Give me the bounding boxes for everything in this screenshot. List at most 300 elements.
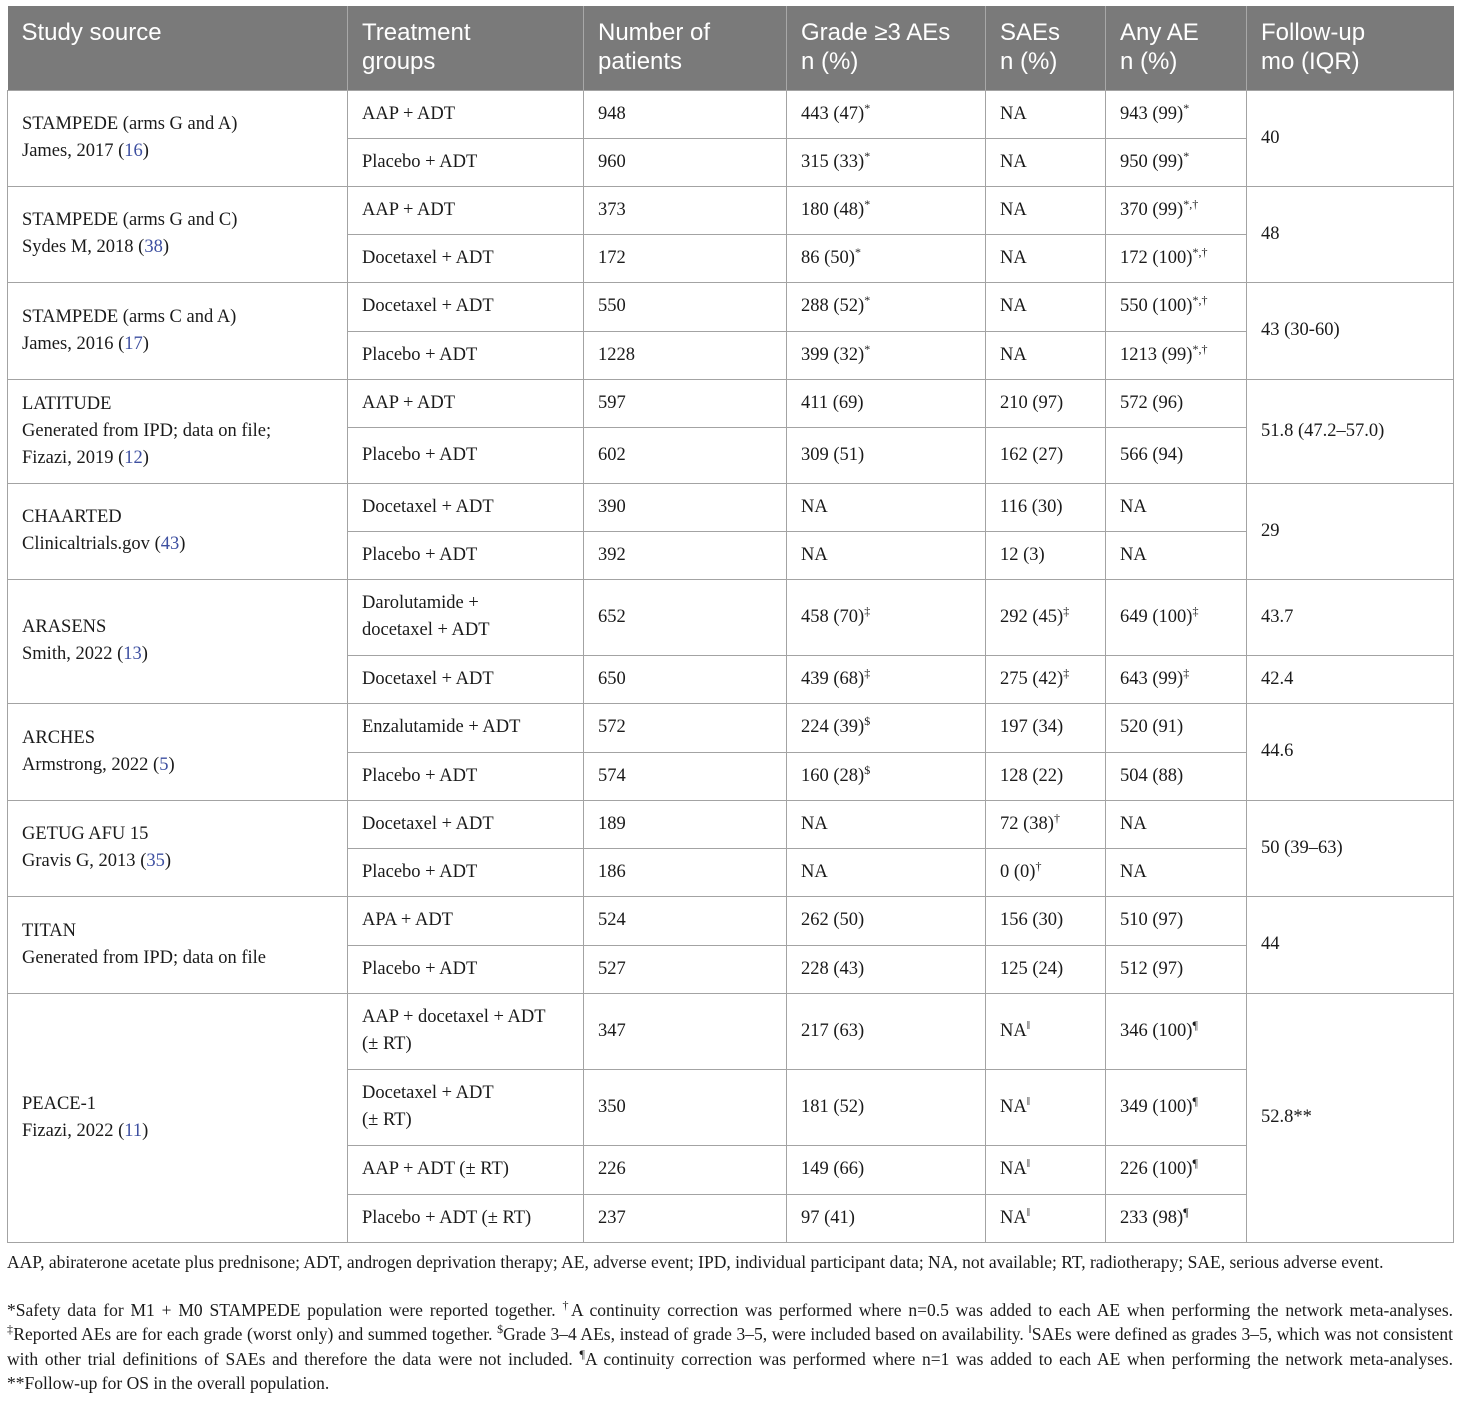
follow-up-cell (1247, 186, 1454, 282)
col-header-treatment-groups: Treatment groups (348, 6, 584, 90)
footnote-marker: ‡ (1063, 603, 1070, 618)
sae-cell (986, 848, 1106, 896)
grade3-ae-cell (787, 483, 986, 531)
any-ae-value: 233 (98) (1120, 1207, 1184, 1228)
treatment-group: Placebo + ADT (362, 544, 478, 565)
follow-up-cell (1247, 90, 1454, 186)
grade3-ae-value: 180 (48) (801, 199, 865, 220)
footnote-marker: ¶ (1183, 1204, 1189, 1219)
study-citation: James, 2016 (22, 333, 114, 354)
footnote-marker: ‡ (864, 603, 871, 618)
sae-cell (986, 90, 1106, 138)
any-ae-value: 370 (99) (1120, 199, 1184, 220)
study-source-line: Generated from IPD; data on file; (22, 420, 272, 441)
patients-cell (584, 752, 787, 800)
study-source-cell: STAMPEDE (arms G and A) James, 2017 (16) (8, 90, 348, 186)
footnote-marker: ‖ (1026, 1093, 1031, 1108)
footnote-marker: ‡ (1183, 665, 1190, 680)
any-ae-cell (1106, 655, 1247, 703)
treatment-group-cell (348, 1069, 584, 1145)
sae-value: NA (1000, 1020, 1027, 1041)
footnote-mark: ¶ (579, 1346, 585, 1361)
grade3-ae-cell (787, 427, 986, 483)
sae-value: 197 (34) (1000, 717, 1064, 737)
study-source-cell: ARASENS Smith, 2022 (13) (8, 579, 348, 703)
patients-cell (584, 579, 787, 655)
grade3-ae-value: 160 (28) (801, 765, 865, 786)
treatment-group-cell (348, 848, 584, 896)
sae-value: NA (1000, 1096, 1027, 1117)
grade3-ae-value: 149 (66) (801, 1159, 865, 1179)
any-ae-cell (1106, 483, 1247, 531)
follow-up-value: 43 (30-60) (1261, 320, 1340, 340)
grade3-ae-value: 458 (70) (801, 606, 865, 627)
study-source-cell: PEACE-1 Fizazi, 2022 (11) (8, 993, 348, 1242)
footnote-marker: * (864, 100, 871, 115)
treatment-group-cell (348, 579, 584, 655)
reference-link[interactable]: 17 (124, 333, 143, 354)
patients-count: 1228 (598, 344, 635, 365)
footnote-mark: $ (497, 1322, 504, 1337)
patients-cell (584, 1069, 787, 1145)
treatment-group: AAP + ADT (362, 103, 456, 124)
sae-value: 0 (0) (1000, 861, 1036, 882)
patients-cell (584, 234, 787, 282)
any-ae-value: 550 (100) (1120, 296, 1193, 316)
treatment-group: Placebo + ADT (362, 861, 478, 882)
any-ae-value: 572 (96) (1120, 392, 1184, 413)
any-ae-value: NA (1120, 544, 1147, 565)
patients-cell (584, 1194, 787, 1242)
patients-cell (584, 655, 787, 703)
sae-value: NA (1000, 103, 1027, 124)
sae-cell (986, 703, 1106, 752)
sae-value: NA (1000, 1159, 1027, 1179)
table-row (8, 896, 1454, 945)
any-ae-cell (1106, 234, 1247, 282)
reference-link[interactable]: 13 (123, 644, 142, 664)
treatment-group-cell (348, 945, 584, 993)
footnote-text: A continuity correction was performed where n=0.5 was added to each AE when performing the network meta-analyses. (570, 1300, 1454, 1320)
grade3-ae-cell (787, 331, 986, 379)
grade3-ae-value: 181 (52) (801, 1096, 865, 1117)
study-name: STAMPEDE (arms G and A) (22, 114, 238, 134)
footnote-marker: * (854, 244, 861, 259)
study-name: PEACE-1 (22, 1093, 96, 1114)
follow-up-value: 40 (1261, 127, 1280, 148)
grade3-ae-cell (787, 1194, 986, 1242)
grade3-ae-cell (787, 379, 986, 427)
grade3-ae-cell (787, 848, 986, 896)
any-ae-value: 950 (99) (1120, 151, 1184, 172)
patients-count: 172 (598, 247, 626, 268)
follow-up-cell (1247, 379, 1454, 483)
grade3-ae-cell (787, 1069, 986, 1145)
follow-up-value: 51.8 (47.2–57.0) (1261, 420, 1385, 441)
study-citation: James, 2017 (22, 141, 114, 161)
sae-cell (986, 896, 1106, 945)
treatment-group-cell (348, 427, 584, 483)
sae-cell (986, 331, 1106, 379)
grade3-ae-value: NA (801, 861, 828, 882)
patients-cell (584, 331, 787, 379)
footnote-marker: ‖ (1026, 1017, 1031, 1032)
adverse-events-table (7, 6, 1454, 1243)
study-source-cell: GETUG AFU 15 Gravis G, 2013 (35) (8, 800, 348, 896)
table-row (8, 993, 1454, 1069)
sae-cell (986, 483, 1106, 531)
grade3-ae-cell (787, 703, 986, 752)
study-citation: Sydes M, 2018 (22, 237, 134, 257)
sae-value: NA (1000, 247, 1027, 268)
footnote-text: SAEs were defined as grades 3–5, which was not consistent with other trial definitions of SAEs and therefore the data were not included. (7, 1324, 1454, 1369)
treatment-group-cell (348, 531, 584, 579)
patients-cell (584, 427, 787, 483)
patients-count: 226 (598, 1159, 626, 1179)
treatment-group-cell (348, 138, 584, 186)
follow-up-cell (1247, 896, 1454, 993)
footnote-text: **Follow-up for OS in the overall population. (7, 1372, 330, 1393)
footnote-marker: † (1053, 810, 1060, 825)
any-ae-cell (1106, 531, 1247, 579)
patients-cell (584, 90, 787, 138)
study-name: GETUG AFU 15 (22, 824, 149, 844)
any-ae-value: 226 (100) (1120, 1159, 1193, 1179)
treatment-group-cell (348, 1194, 584, 1242)
grade3-ae-value: 399 (32) (801, 344, 865, 365)
any-ae-cell (1106, 703, 1247, 752)
patients-count: 960 (598, 151, 626, 172)
study-citation: Smith, 2022 (22, 644, 113, 664)
study-citation: Fizazi, 2019 (22, 447, 114, 468)
patients-count: 574 (598, 765, 626, 786)
patients-count: 347 (598, 1020, 626, 1041)
any-ae-cell (1106, 379, 1247, 427)
grade3-ae-value: 443 (47) (801, 103, 865, 124)
treatment-group-cell (348, 1145, 584, 1194)
footnote-marker: ‡ (864, 665, 871, 680)
any-ae-value: 520 (91) (1120, 717, 1184, 737)
patients-count: 390 (598, 496, 626, 517)
follow-up-cell (1247, 655, 1454, 703)
study-source-cell: LATITUDE Generated from IPD; data on file; Fizazi, 2019 (12) (8, 379, 348, 483)
patients-count: 524 (598, 910, 626, 930)
treatment-group: Docetaxel + ADT (362, 668, 494, 689)
patients-cell (584, 848, 787, 896)
sae-cell (986, 379, 1106, 427)
treatment-group-cell (348, 993, 584, 1069)
footnote-marker: ¶ (1192, 1093, 1198, 1108)
any-ae-value: 1213 (99) (1120, 344, 1193, 365)
treatment-group-cell (348, 655, 584, 703)
col-header-saes: SAEs n (%) (986, 6, 1106, 90)
any-ae-cell (1106, 427, 1247, 483)
study-name: TITAN (22, 920, 77, 941)
table-row (8, 379, 1454, 427)
follow-up-cell (1247, 483, 1454, 579)
col-header-follow-up: Follow-up mo (IQR) (1247, 6, 1454, 90)
treatment-group: AAP + ADT (± RT) (362, 1159, 509, 1179)
footnote-marker: * (864, 196, 871, 211)
header-row (8, 6, 1454, 90)
grade3-ae-cell (787, 90, 986, 138)
footnote-abbreviations: AAP, abiraterone acetate plus prednisone; ADT, androgen deprivation therapy; AE, adverse event; IPD, individual participant data; NA, not available; RT, radiotherapy; SAE, serious adverse event. (7, 1252, 1384, 1272)
follow-up-value: 44.6 (1261, 741, 1294, 761)
follow-up-cell (1247, 993, 1454, 1242)
reference-link[interactable]: 38 (144, 237, 163, 257)
footnote-marker: * (864, 292, 871, 307)
any-ae-value: NA (1120, 496, 1147, 517)
treatment-group: Docetaxel + ADT (362, 496, 494, 517)
grade3-ae-value: 309 (51) (801, 444, 865, 465)
any-ae-value: 566 (94) (1120, 444, 1184, 465)
reference-link[interactable]: 12 (124, 447, 143, 468)
patients-cell (584, 993, 787, 1069)
any-ae-value: 504 (88) (1120, 765, 1184, 786)
patients-cell (584, 282, 787, 331)
patients-cell (584, 945, 787, 993)
sae-cell (986, 993, 1106, 1069)
sae-value: 72 (38) (1000, 813, 1054, 834)
treatment-group: Placebo + ADT (362, 444, 478, 465)
table-row (8, 186, 1454, 234)
study-source-cell: STAMPEDE (arms G and C) Sydes M, 2018 (38) (8, 186, 348, 282)
table-body (8, 90, 1454, 1242)
grade3-ae-cell (787, 896, 986, 945)
sae-value: NA (1000, 151, 1027, 172)
treatment-group-cell (348, 896, 584, 945)
study-source-line: Generated from IPD; data on file (22, 947, 267, 968)
sae-value: 125 (24) (1000, 958, 1064, 979)
treatment-group-cell (348, 234, 584, 282)
patients-count: 373 (598, 199, 626, 220)
sae-value: 128 (22) (1000, 765, 1064, 786)
grade3-ae-cell (787, 945, 986, 993)
patients-cell (584, 531, 787, 579)
study-source-cell: CHAARTED Clinicaltrials.gov (43) (8, 483, 348, 579)
footnote-marker: ‖ (1026, 1155, 1031, 1170)
study-citation: Armstrong, 2022 (22, 754, 149, 775)
treatment-group: APA + ADT (362, 910, 453, 930)
treatment-group-cell (348, 282, 584, 331)
follow-up-cell (1247, 703, 1454, 800)
col-header-number-of-patients: Number of patients (584, 6, 787, 90)
grade3-ae-cell (787, 1145, 986, 1194)
reference-link[interactable]: 5 (159, 754, 169, 775)
any-ae-cell (1106, 1194, 1247, 1242)
any-ae-value: 943 (99) (1120, 103, 1184, 124)
any-ae-cell (1106, 800, 1247, 848)
follow-up-value: 50 (39–63) (1261, 837, 1343, 858)
treatment-group: AAP + docetaxel + ADT (± RT) (362, 1007, 546, 1054)
treatment-group: AAP + ADT (362, 199, 456, 220)
treatment-group-cell (348, 800, 584, 848)
reference-link[interactable]: 16 (124, 141, 143, 161)
sae-value: 275 (42) (1000, 668, 1064, 689)
patients-count: 237 (598, 1207, 626, 1228)
patients-count: 527 (598, 958, 626, 979)
grade3-ae-value: 224 (39) (801, 717, 865, 737)
patients-cell (584, 186, 787, 234)
footnote-marker: ‖ (1026, 1204, 1031, 1219)
treatment-group: Docetaxel + ADT (± RT) (362, 1083, 494, 1130)
footnote-marker: * (864, 148, 871, 163)
patients-count: 350 (598, 1096, 626, 1117)
footnote-marker: *,† (1183, 196, 1199, 211)
sae-cell (986, 531, 1106, 579)
any-ae-cell (1106, 282, 1247, 331)
footnote-marker: *,† (1192, 244, 1208, 259)
sae-cell (986, 1145, 1106, 1194)
follow-up-value: 48 (1261, 223, 1280, 244)
grade3-ae-value: NA (801, 496, 828, 517)
grade3-ae-value: 97 (41) (801, 1207, 855, 1228)
footnote-marker: ‡ (1063, 665, 1070, 680)
study-citation: Fizazi, 2022 (22, 1120, 114, 1141)
col-header-any-ae: Any AE n (%) (1106, 6, 1247, 90)
footnote-marker: ‡ (1192, 603, 1199, 618)
col-header-grade3-aes: Grade ≥3 AEs n (%) (787, 6, 986, 90)
patients-cell (584, 896, 787, 945)
sae-cell (986, 138, 1106, 186)
grade3-ae-cell (787, 752, 986, 800)
grade3-ae-value: 315 (33) (801, 151, 865, 172)
treatment-group: Placebo + ADT (362, 151, 478, 172)
patients-cell (584, 379, 787, 427)
table-row (8, 90, 1454, 138)
follow-up-value: 43.7 (1261, 606, 1294, 627)
any-ae-value: 649 (100) (1120, 606, 1193, 627)
follow-up-value: 52.8** (1261, 1107, 1312, 1127)
treatment-group: Enzalutamide + ADT (362, 717, 521, 737)
footnote-marker: ¶ (1192, 1155, 1198, 1170)
any-ae-cell (1106, 752, 1247, 800)
follow-up-value: 29 (1261, 520, 1280, 541)
col-header-study-source: Study source (8, 6, 348, 90)
patients-count: 186 (598, 861, 626, 882)
patients-count: 392 (598, 544, 626, 565)
reference-link[interactable]: 11 (124, 1120, 143, 1141)
sae-cell (986, 186, 1106, 234)
table-row (8, 800, 1454, 848)
sae-value: 12 (3) (1000, 544, 1045, 565)
grade3-ae-value: NA (801, 544, 828, 565)
footnote-marker: * (1183, 148, 1190, 163)
any-ae-cell (1106, 138, 1247, 186)
follow-up-value: 42.4 (1261, 668, 1294, 689)
study-name: ARASENS (22, 617, 107, 637)
treatment-group-cell (348, 186, 584, 234)
any-ae-cell (1106, 1069, 1247, 1145)
study-source-cell: ARCHES Armstrong, 2022 (5) (8, 703, 348, 800)
grade3-ae-cell (787, 993, 986, 1069)
study-name: LATITUDE (22, 393, 112, 414)
table-row (8, 483, 1454, 531)
treatment-group: Darolutamide + docetaxel + ADT (362, 593, 490, 640)
footnote-marker: $ (864, 713, 871, 728)
treatment-group: AAP + ADT (362, 392, 456, 413)
footnote-text: Grade 3–4 AEs, instead of grade 3–5, were included based on availability. (503, 1324, 1029, 1345)
treatment-group-cell (348, 483, 584, 531)
footnote-text: Reported AEs are for each grade (worst only) and summed together. (13, 1324, 498, 1345)
treatment-group-cell (348, 331, 584, 379)
footnote-marker: *,† (1192, 292, 1208, 307)
follow-up-cell (1247, 800, 1454, 896)
study-source-cell (8, 896, 348, 993)
footnote-notes (7, 1298, 1453, 1395)
footnote-marker: *,† (1192, 341, 1208, 356)
grade3-ae-cell (787, 282, 986, 331)
grade3-ae-cell (787, 655, 986, 703)
patients-count: 948 (598, 103, 626, 124)
study-name: ARCHES (22, 727, 95, 748)
grade3-ae-cell (787, 579, 986, 655)
sae-value: NA (1000, 199, 1027, 220)
grade3-ae-cell (787, 186, 986, 234)
treatment-group: Placebo + ADT (362, 765, 478, 786)
any-ae-value: 349 (100) (1120, 1096, 1193, 1117)
grade3-ae-value: 411 (69) (801, 392, 864, 413)
any-ae-cell (1106, 331, 1247, 379)
grade3-ae-cell (787, 531, 986, 579)
sae-value: 116 (30) (1000, 496, 1063, 517)
treatment-group-cell (348, 752, 584, 800)
sae-cell (986, 282, 1106, 331)
treatment-group: Placebo + ADT (362, 958, 478, 979)
sae-cell (986, 427, 1106, 483)
treatment-group: Placebo + ADT (362, 344, 478, 365)
patients-count: 550 (598, 296, 626, 316)
study-citation: Gravis G, 2013 (22, 851, 136, 871)
treatment-group-cell (348, 379, 584, 427)
sae-cell (986, 1194, 1106, 1242)
reference-link[interactable]: 43 (160, 534, 180, 554)
sae-cell (986, 752, 1106, 800)
footnote-marker: * (1183, 100, 1190, 115)
footnote-text: A continuity correction was performed where n=1 was added to each AE when performing the network meta-analyses. (584, 1348, 1453, 1369)
patients-cell (584, 483, 787, 531)
sae-cell (986, 945, 1106, 993)
patients-count: 650 (598, 668, 626, 689)
treatment-group: Docetaxel + ADT (362, 813, 494, 834)
footnote-mark: † (562, 1298, 571, 1313)
any-ae-cell (1106, 896, 1247, 945)
patients-count: 652 (598, 606, 626, 627)
any-ae-cell (1106, 993, 1247, 1069)
footnote-mark: ‖ (1028, 1322, 1032, 1337)
grade3-ae-cell (787, 138, 986, 186)
sae-value: 162 (27) (1000, 444, 1064, 465)
any-ae-cell (1106, 186, 1247, 234)
grade3-ae-value: 288 (52) (801, 296, 865, 316)
reference-link[interactable]: 35 (146, 851, 165, 871)
study-name: CHAARTED (22, 507, 122, 527)
any-ae-cell (1106, 848, 1247, 896)
patients-count: 597 (598, 392, 626, 413)
patients-cell (584, 703, 787, 752)
sae-cell (986, 655, 1106, 703)
any-ae-cell (1106, 90, 1247, 138)
grade3-ae-value: NA (801, 813, 828, 834)
footnote-marker: $ (864, 762, 871, 777)
sae-value: 156 (30) (1000, 910, 1064, 930)
table-row (8, 703, 1454, 752)
patients-cell (584, 800, 787, 848)
any-ae-cell (1106, 579, 1247, 655)
footnote-marker: † (1035, 858, 1042, 873)
sae-cell (986, 800, 1106, 848)
grade3-ae-value: 439 (68) (801, 668, 865, 689)
